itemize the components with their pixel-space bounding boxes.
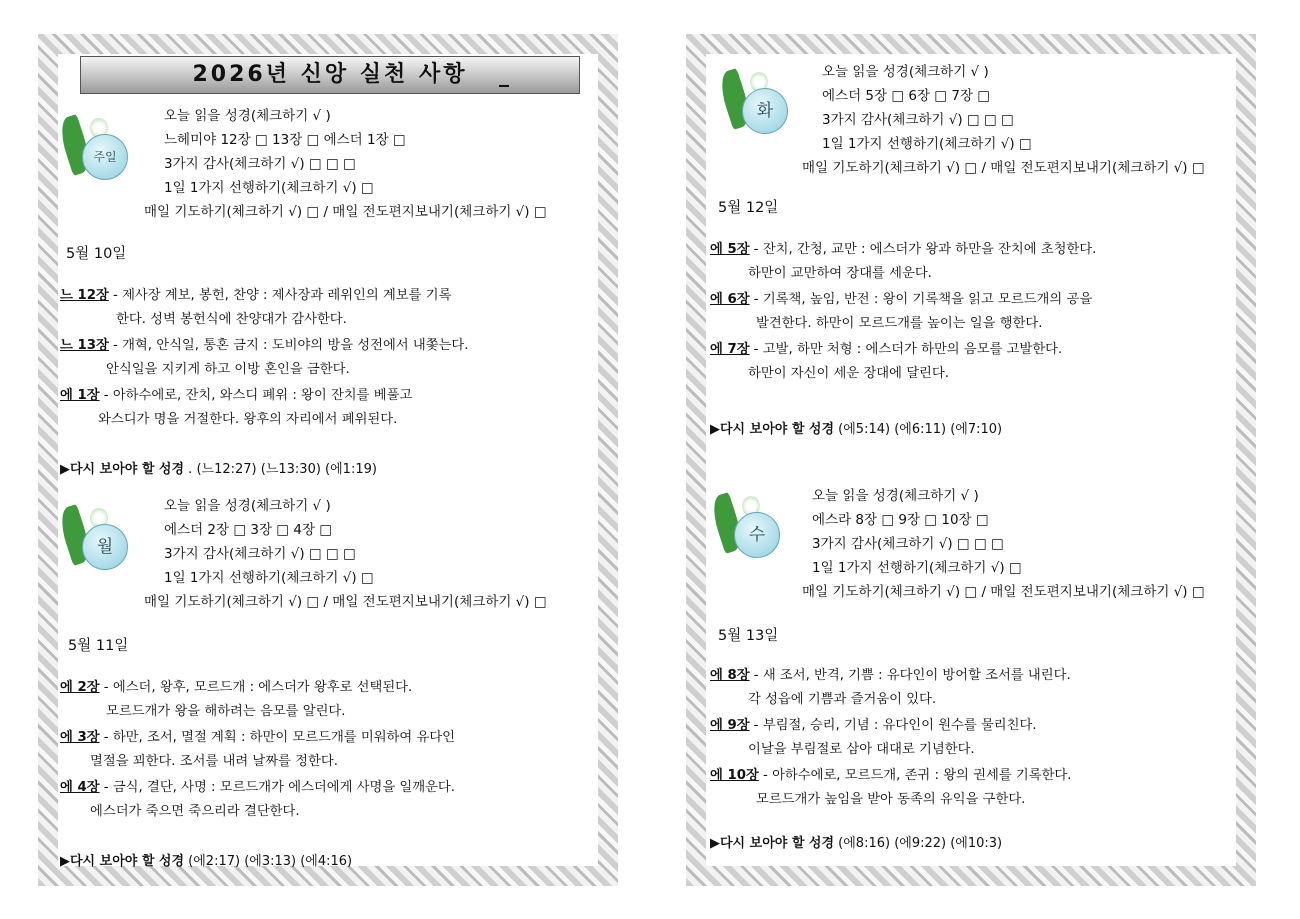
chapter-summary-cont: 하만이 교만하여 장대를 세운다. bbox=[748, 266, 932, 281]
chapter-ref: 에 10장 bbox=[710, 768, 759, 783]
chapter-entry bbox=[710, 338, 1063, 381]
page-title-text: 2026년 신앙 실천 사항 bbox=[192, 62, 468, 87]
checklist-line: 3가지 감사(체크하기 √) □ □ □ bbox=[164, 156, 356, 172]
chapter-entry bbox=[60, 776, 456, 819]
chapter-summary-cont: 모르드개가 높임을 받아 동족의 유익을 구한다. bbox=[756, 792, 1026, 807]
reading-date: 5월 11일 bbox=[68, 638, 129, 654]
chapter-summary-cont: 한다. 성벽 봉헌식에 찬양대가 감사한다. bbox=[116, 312, 347, 327]
chapter-ref: 느 13장 bbox=[60, 338, 109, 353]
chapter-summary-cont: 이날을 부림절로 삼아 대대로 기념한다. bbox=[748, 742, 975, 757]
right-page bbox=[686, 34, 1256, 886]
day-section-monday bbox=[58, 492, 598, 872]
chapter-summary: - 부림절, 승리, 기념 : 유다인이 원수를 물리친다. bbox=[749, 718, 1037, 733]
chapter-summary-cont: 에스더가 죽으면 죽으리라 결단한다. bbox=[90, 804, 300, 819]
day-badge-monday bbox=[64, 500, 134, 580]
review-refs: (에5:14) (에6:11) (에7:10) bbox=[834, 422, 1003, 437]
checklist-line: 1일 1가지 선행하기(체크하기 √) □ bbox=[822, 136, 1032, 152]
chapter-entry bbox=[710, 238, 1097, 281]
checklist-line: 매일 기도하기(체크하기 √) □ / 매일 전도편지보내기(체크하기 √) □ bbox=[802, 584, 1205, 600]
review-line bbox=[60, 850, 352, 869]
chapter-ref: 느 12장 bbox=[60, 288, 109, 303]
chapter-entry bbox=[60, 726, 456, 769]
reading-date: 5월 10일 bbox=[66, 246, 127, 262]
chapter-summary-cont: 멸절을 꾀한다. 조서를 내려 날짜를 정한다. bbox=[90, 754, 338, 769]
chapter-entry bbox=[60, 284, 452, 327]
checklist-line: 오늘 읽을 성경(체크하기 √ ) bbox=[164, 108, 331, 124]
chapter-entry bbox=[710, 714, 1037, 757]
checklist-line: 매일 기도하기(체크하기 √) □ / 매일 전도편지보내기(체크하기 √) □ bbox=[144, 204, 547, 220]
chapter-ref: 에 1장 bbox=[60, 388, 100, 403]
checklist-line: 에스더 5장 □ 6장 □ 7장 □ bbox=[822, 88, 991, 104]
review-label: ▶다시 보아야 할 성경 bbox=[60, 462, 185, 477]
chapter-summary-cont: 발견한다. 하만이 모르드개를 높이는 일을 행한다. bbox=[756, 316, 1043, 331]
checklist-line: 1일 1가지 선행하기(체크하기 √) □ bbox=[812, 560, 1022, 576]
checklist-line: 매일 기도하기(체크하기 √) □ / 매일 전도편지보내기(체크하기 √) □ bbox=[802, 160, 1205, 176]
chapter-summary-cont: 각 성읍에 기쁨과 즐거움이 있다. bbox=[748, 692, 937, 707]
checklist-line: 매일 기도하기(체크하기 √) □ / 매일 전도편지보내기(체크하기 √) □ bbox=[144, 594, 547, 610]
chapter-summary: - 금식, 결단, 사명 : 모르드개가 에스더에게 사명을 일깨운다. bbox=[99, 780, 456, 795]
day-label: 수 bbox=[734, 512, 780, 558]
checklist-line: 1일 1가지 선행하기(체크하기 √) □ bbox=[164, 570, 374, 586]
chapter-summary: - 아하수에로, 모르드개, 존귀 : 왕의 권세를 기록한다. bbox=[758, 768, 1072, 783]
checklist-line: 3가지 감사(체크하기 √) □ □ □ bbox=[164, 546, 356, 562]
chapter-summary: - 개혁, 안식일, 통혼 금지 : 도비야의 방을 성전에서 내쫓는다. bbox=[108, 338, 469, 353]
chapter-summary-cont: 모르드개가 왕을 해하려는 음모를 알린다. bbox=[106, 704, 346, 719]
checklist-line: 에스라 8장 □ 9장 □ 10장 □ bbox=[812, 512, 989, 528]
chapter-summary: - 제사장 계보, 봉헌, 찬양 : 제사장과 레위인의 계보를 기록 bbox=[108, 288, 452, 303]
chapter-summary: - 새 조서, 반격, 기쁨 : 유다인이 방어할 조서를 내린다. bbox=[749, 668, 1071, 683]
day-section-sunday bbox=[58, 102, 598, 482]
page-title bbox=[80, 56, 580, 94]
day-section-tuesday bbox=[706, 60, 1236, 460]
chapter-entry bbox=[710, 764, 1072, 807]
chapter-entry bbox=[60, 384, 413, 427]
chapter-ref: 에 7장 bbox=[710, 342, 750, 357]
reading-date: 5월 12일 bbox=[718, 200, 779, 216]
review-refs: (에8:16) (에9:22) (에10:3) bbox=[834, 836, 1003, 851]
chapter-ref: 에 6장 bbox=[710, 292, 750, 307]
day-section-wednesday bbox=[706, 484, 1236, 884]
checklist-line: 오늘 읽을 성경(체크하기 √ ) bbox=[822, 64, 989, 80]
day-label: 주일 bbox=[82, 134, 128, 180]
day-badge-wednesday bbox=[716, 488, 786, 568]
chapter-ref: 에 5장 bbox=[710, 242, 750, 257]
day-label: 월 bbox=[82, 524, 128, 570]
chapter-entry bbox=[60, 334, 469, 377]
left-page bbox=[38, 34, 618, 886]
chapter-summary: - 잔치, 간청, 교만 : 에스더가 왕과 하만을 잔치에 초청한다. bbox=[749, 242, 1097, 257]
chapter-entry bbox=[60, 676, 413, 719]
day-badge-sunday bbox=[64, 110, 134, 190]
review-line bbox=[60, 458, 377, 477]
checklist-line: 3가지 감사(체크하기 √) □ □ □ bbox=[812, 536, 1004, 552]
chapter-summary: - 아하수에로, 잔치, 와스디 폐위 : 왕이 잔치를 베풀고 bbox=[99, 388, 413, 403]
day-label: 화 bbox=[742, 88, 788, 134]
day-badge-tuesday bbox=[724, 64, 794, 144]
review-line bbox=[710, 832, 1002, 851]
checklist-line: 느헤미야 12장 □ 13장 □ 에스더 1장 □ bbox=[164, 132, 406, 148]
chapter-summary-cont: 하만이 자신이 세운 장대에 달린다. bbox=[748, 366, 949, 381]
chapter-ref: 에 3장 bbox=[60, 730, 100, 745]
checklist-line: 1일 1가지 선행하기(체크하기 √) □ bbox=[164, 180, 374, 196]
review-refs: (에2:17) (에3:13) (에4:16) bbox=[184, 854, 353, 869]
reading-date: 5월 13일 bbox=[718, 628, 779, 644]
chapter-summary: - 기록책, 높임, 반전 : 왕이 기록책을 읽고 모르드개의 공을 bbox=[749, 292, 1093, 307]
checklist-line: 오늘 읽을 성경(체크하기 √ ) bbox=[812, 488, 979, 504]
chapter-ref: 에 2장 bbox=[60, 680, 100, 695]
chapter-summary: - 에스더, 왕후, 모르드개 : 에스더가 왕후로 선택된다. bbox=[99, 680, 413, 695]
chapter-ref: 에 8장 bbox=[710, 668, 750, 683]
checklist-line: 오늘 읽을 성경(체크하기 √ ) bbox=[164, 498, 331, 514]
chapter-entry bbox=[710, 664, 1071, 707]
chapter-ref: 에 9장 bbox=[710, 718, 750, 733]
review-label: ▶다시 보아야 할 성경 bbox=[710, 422, 835, 437]
review-line bbox=[710, 418, 1002, 437]
checklist-line: 에스더 2장 □ 3장 □ 4장 □ bbox=[164, 522, 333, 538]
chapter-summary: - 하만, 조서, 멸절 계획 : 하만이 모르드개를 미워하여 유다인 bbox=[99, 730, 456, 745]
review-refs: . (느12:27) (느13:30) (에1:19) bbox=[184, 462, 377, 477]
title-underscore bbox=[499, 85, 509, 87]
checklist-line: 3가지 감사(체크하기 √) □ □ □ bbox=[822, 112, 1014, 128]
review-label: ▶다시 보아야 할 성경 bbox=[60, 854, 185, 869]
chapter-ref: 에 4장 bbox=[60, 780, 100, 795]
chapter-summary-cont: 와스디가 명을 거절한다. 왕후의 자리에서 폐위된다. bbox=[98, 412, 398, 427]
chapter-entry bbox=[710, 288, 1093, 331]
chapter-summary-cont: 안식일을 지키게 하고 이방 혼인을 금한다. bbox=[106, 362, 350, 377]
review-label: ▶다시 보아야 할 성경 bbox=[710, 836, 835, 851]
chapter-summary: - 고발, 하만 처형 : 에스더가 하만의 음모를 고발한다. bbox=[749, 342, 1063, 357]
